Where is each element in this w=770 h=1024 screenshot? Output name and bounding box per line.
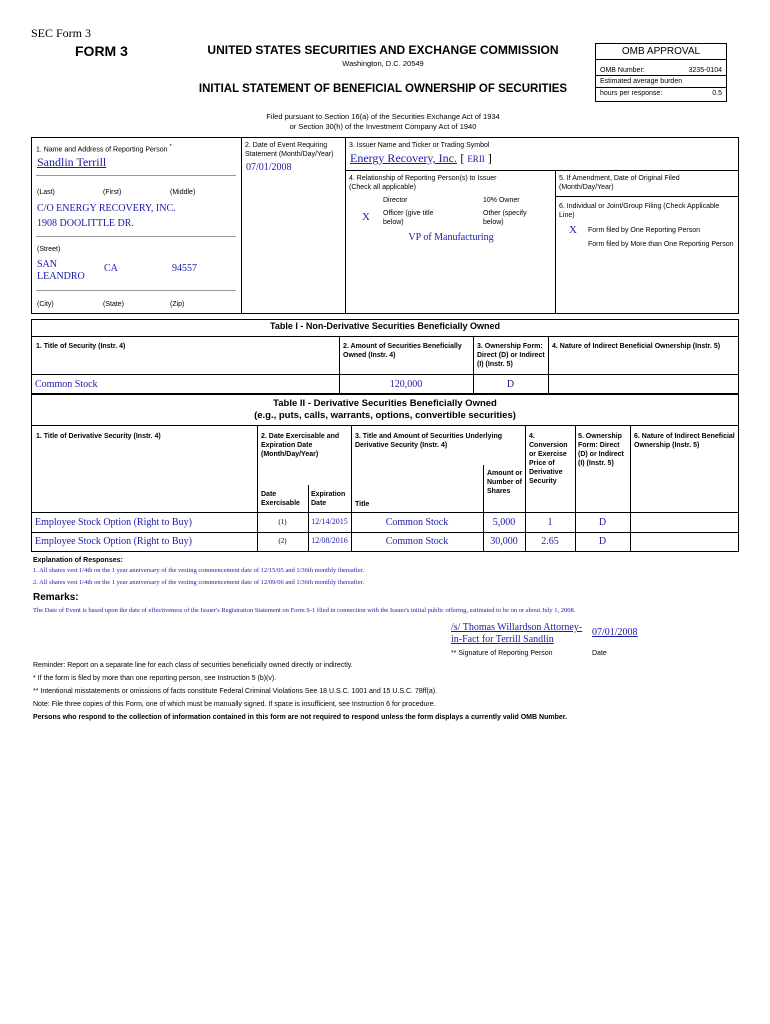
city-label: (City) [37, 301, 54, 308]
address-line-1: C/O ENERGY RECOVERY, INC. [37, 203, 176, 214]
zip-value: 94557 [172, 263, 197, 274]
t2-row2-security: Employee Stock Option (Right to Buy) [35, 536, 192, 547]
filed-pursuant-2: or Section 30(h) of the Investment Company Act of 1940 [289, 122, 477, 131]
t2-row1-amount: 5,000 [492, 517, 516, 528]
t2-row2-title: Common Stock [385, 536, 449, 547]
sec-form-label: SEC Form 3 [31, 26, 92, 40]
street-label: (Street) [37, 246, 61, 253]
t2-row1-price: 1 [547, 517, 553, 528]
explanation-2: 2. All shares vest 1/4th on the 1 year anniversary of the vesting commencement date of 12/09/06 and 1/36th monthly thereafter. [33, 579, 365, 586]
box2-label: 2. Date of Event Requiring Statement (Month/Day/Year) [245, 142, 334, 158]
t2-row2-expiration: 12/08/2016 [311, 536, 348, 545]
event-date: 07/01/2008 [246, 162, 292, 173]
explanation-title: Explanation of Responses: [33, 557, 123, 564]
ticker-symbol: ERII [467, 154, 485, 164]
footer-reminder: Reminder: Report on a separate line for each class of securities beneficially owned directly or indirectly. [33, 662, 353, 669]
t2-header-nature: 6. Nature of Indirect Beneficial Ownership (Instr. 5) [634, 433, 735, 449]
t2-header-underlying: 3. Title and Amount of Securities Underlying Derivative Security (Instr. 4) [355, 433, 503, 449]
omb-number: 3235-0104 [688, 67, 722, 74]
t2-row1-title: Common Stock [385, 517, 449, 528]
t2-row1-date-exercisable: (1) [278, 518, 287, 526]
t2-sub-amount: Amount or Number of Shares [487, 470, 523, 495]
omb-number-label: OMB Number: [600, 67, 645, 74]
box5-label: 5. If Amendment, Date of Original Filed (Month/Day/Year) [559, 175, 680, 191]
signature: /s/ Thomas Willardson Attorney- in-Fact for Terrill Sandlin [451, 622, 583, 645]
signature-date: 07/01/2008 [592, 627, 638, 638]
box3-label: 3. Issuer Name and Ticker or Trading Symbol [349, 142, 490, 149]
remarks-text: The Date of Event is based upon the date of effectiveness of the Issuer's Registration Statement on Form S-1 filed in connection with the Issuer's initial public offering, estimated to be on or about July 1, 2008. [33, 607, 576, 614]
table-2-title: Table II - Derivative Securities Beneficially Owned [273, 398, 497, 409]
issuer-name[interactable]: Energy Recovery, Inc. [350, 151, 457, 165]
officer-check-mark[interactable]: X [362, 211, 370, 223]
box1-label: 1. Name and Address of Reporting Person * [36, 144, 172, 154]
omb-burden-label: Estimated average burden [600, 78, 683, 85]
ten-percent-owner-label: 10% Owner [483, 197, 520, 204]
t2-sub-expiration: Expiration Date [311, 491, 346, 507]
box6-label: 6. Individual or Joint/Group Filing (Check Applicable Line) [559, 203, 720, 219]
zip-label: (Zip) [170, 301, 185, 308]
signature-label: ** Signature of Reporting Person [451, 650, 553, 657]
remarks-title: Remarks: [33, 592, 79, 603]
box4-label: 4. Relationship of Reporting Person(s) to Issuer [349, 175, 497, 182]
form-title: INITIAL STATEMENT OF BENEFICIAL OWNERSHIP OF SECURITIES [198, 83, 568, 95]
other-label: Other (specify below) [483, 210, 527, 226]
t2-row2-amount: 30,000 [490, 536, 518, 547]
table-2-subtitle: (e.g., puts, calls, warrants, options, convertible securities) [254, 410, 516, 421]
t1-header-nature: 4. Nature of Indirect Beneficial Ownership (Instr. 5) [552, 343, 721, 350]
t2-header-ownership: 5. Ownership Form: Direct (D) or Indirect (I) (Instr. 5) [578, 433, 624, 467]
one-person-label: Form filed by One Reporting Person [588, 227, 701, 234]
middle-label: (Middle) [170, 189, 196, 196]
t2-header-title: 1. Title of Derivative Security (Instr. 4) [36, 433, 161, 440]
t1-header-ownership: 3. Ownership Form: Direct (D) or Indirect (I) (Instr. 5) [477, 343, 545, 368]
t1-ownership-form: D [506, 379, 515, 390]
t1-amount: 120,000 [389, 379, 423, 390]
t1-header-title: 1. Title of Security (Instr. 4) [36, 343, 126, 350]
t2-sub-date-exercisable: Date Exercisable [261, 491, 300, 507]
footer-note-4: Persons who respond to the collection of information contained in this form are not required to respond unless the form displays a currently valid OMB Number. [33, 714, 568, 721]
filed-pursuant-1: Filed pursuant to Section 16(a) of the Securities Exchange Act of 1934 [266, 112, 500, 121]
footer-note-3: Note: File three copies of this Form, one of which must be manually signed. If space is insufficient, see Instruction 6 for procedure. [33, 701, 436, 708]
box4-sub: (Check all applicable) [349, 184, 416, 191]
omb-hours: 0.5 [712, 90, 722, 97]
omb-hours-label: hours per response: [600, 90, 663, 97]
reporting-person-name[interactable]: Sandlin Terrill [37, 155, 107, 169]
date-label: Date [592, 650, 607, 657]
t2-header-price: 4. Conversion or Exercise Price of Derivative Security [529, 433, 568, 485]
t1-header-amount: 2. Amount of Securities Beneficially Owned (Instr. 4) [343, 343, 462, 359]
t2-sub-title: Title [355, 501, 370, 508]
omb-title: OMB APPROVAL [596, 44, 726, 60]
footer-note-1: * If the form is filed by more than one reporting person, see Instruction 5 (b)(v). [33, 675, 277, 682]
t2-header-dates: 2. Date Exercisable and Expiration Date (Month/Day/Year) [261, 433, 340, 458]
t2-row1-expiration: 12/14/2015 [311, 517, 348, 526]
director-label: Director [383, 197, 408, 204]
omb-approval-box [595, 43, 727, 102]
state-label: (State) [103, 301, 125, 308]
t1-security-title: Common Stock [35, 379, 98, 390]
last-label: (Last) [37, 189, 55, 196]
more-persons-label: Form filed by More than One Reporting Person [588, 241, 734, 248]
address-line-2: 1908 DOOLITTLE DR. [37, 218, 134, 229]
issuer-line: Energy Recovery, Inc. [ ERII ] [350, 151, 492, 165]
officer-title: VP of Manufacturing [408, 232, 494, 243]
t2-row2-form: D [598, 536, 607, 547]
one-person-check-mark[interactable]: X [569, 224, 577, 236]
agency-title: UNITED STATES SECURITIES AND EXCHANGE COMMISSION [207, 43, 559, 57]
table-1-title: Table I - Non-Derivative Securities Beneficially Owned [270, 321, 500, 331]
t2-row2-date-exercisable: (2) [278, 537, 287, 545]
city-value: SAN LEANDRO [37, 259, 85, 282]
t2-row1-security: Employee Stock Option (Right to Buy) [35, 517, 192, 528]
t2-row2-price: 2.65 [541, 536, 559, 547]
footer-note-2: ** Intentional misstatements or omissions of facts constitute Federal Criminal Violations See 18 U.S.C. 1001 and 15 U.S.C. 78ff(a). [33, 688, 437, 695]
officer-label: Officer (give title below) [383, 210, 434, 226]
state-value: CA [104, 263, 118, 274]
explanation-1: 1. All shares vest 1/4th on the 1 year anniversary of the vesting commencement date of 12/15/05 and 1/36th monthly thereafter. [33, 567, 365, 574]
agency-city: Washington, D.C. 20549 [342, 59, 424, 68]
first-label: (First) [103, 189, 122, 196]
t2-row1-form: D [598, 517, 607, 528]
form-number: FORM 3 [75, 43, 128, 59]
